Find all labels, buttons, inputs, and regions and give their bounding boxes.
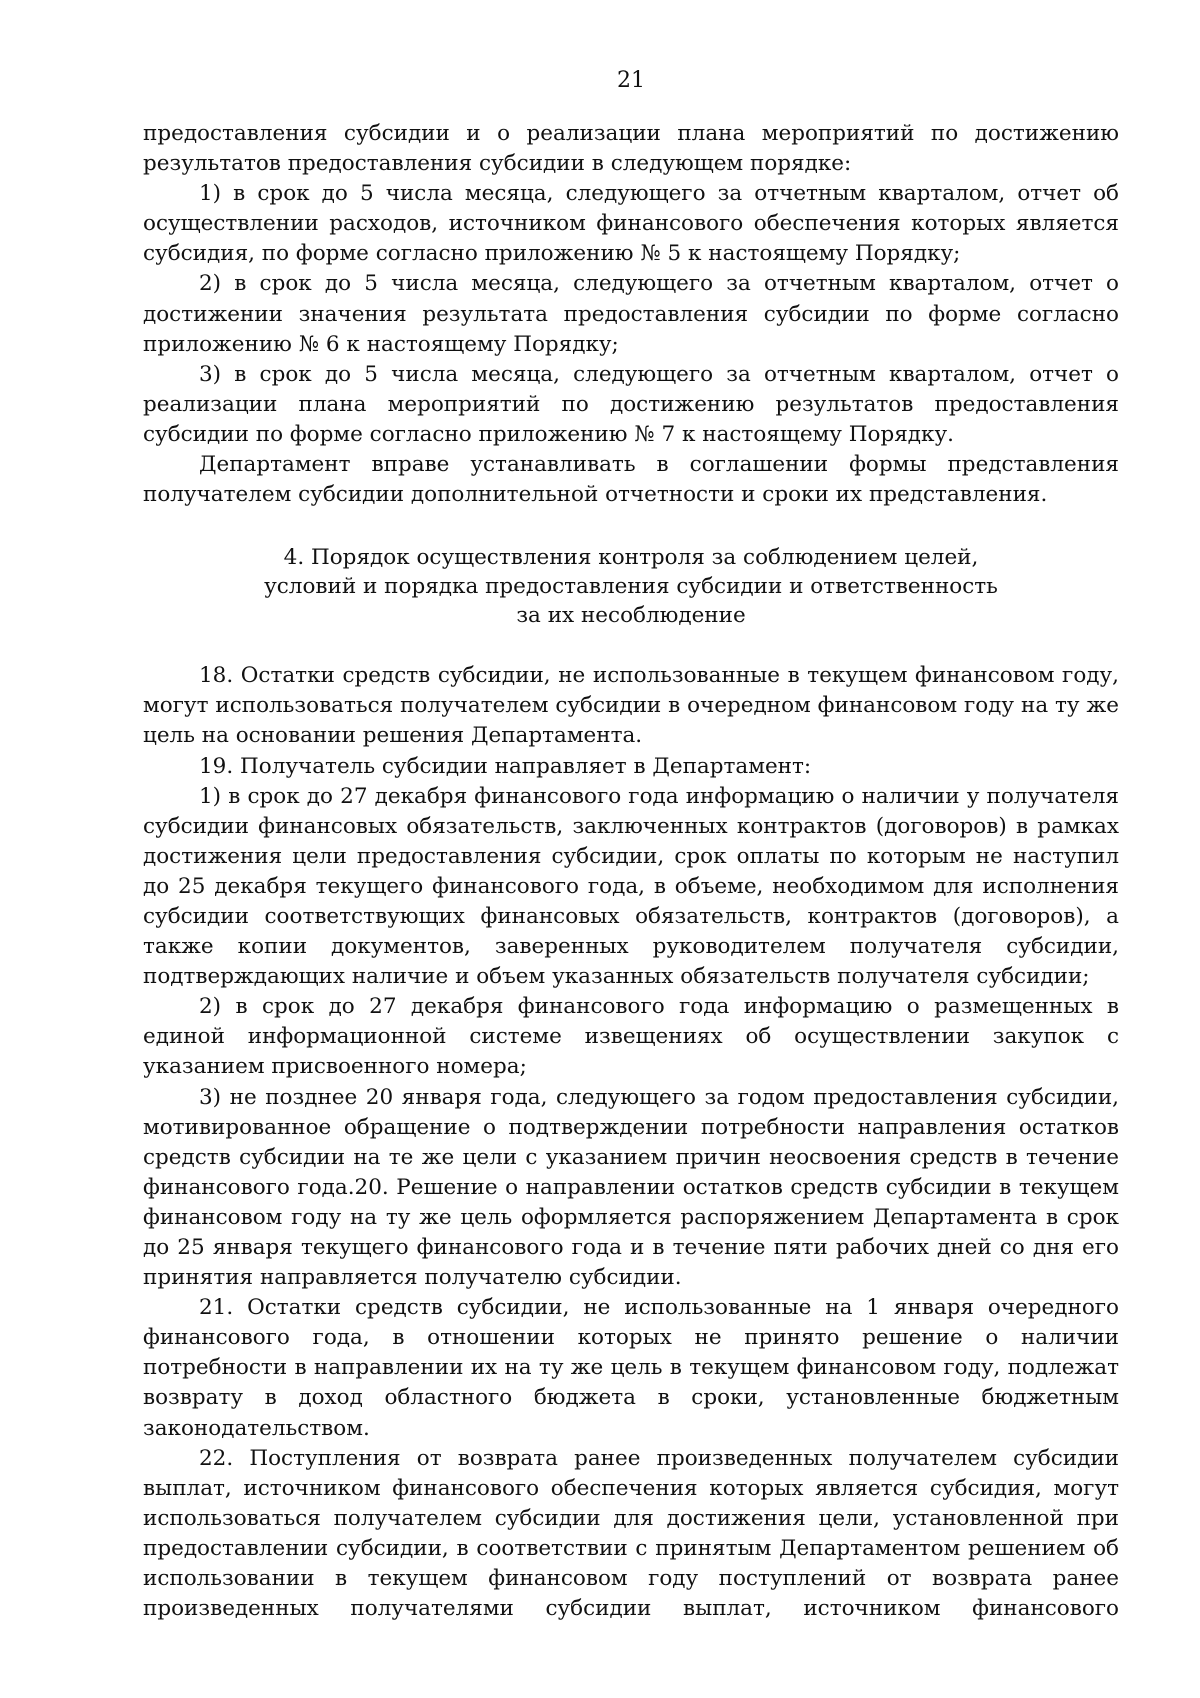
clause-19-item-1: 1) в срок до 27 декабря финансового года информацию о наличии у получателя субсидии финансовых обязательств, заключенных контрактов (договоров) в рамках достижения цели предоставления субсидии, срок оплаты по которым не наступил до 25 декабря текущего финансового года, в объеме, необходимом для исполнения субсидии соответствующих финансовых обязательств, контрактов (договоров), а также копии документов, заверенных руководителем получателя субсидии, подтверждающих наличие и объем указанных обязательств получателя субсидии; — [143, 783, 1119, 990]
clause-19-item-2: 2) в срок до 27 декабря финансового года информацию о размещенных в единой информационной системе извещениях об осуществлении закупок с указанием присвоенного номера; — [143, 994, 1119, 1080]
section-heading-line: за их несоблюдение — [516, 603, 746, 629]
clause-22: 22. Поступления от возврата ранее произведенных получателем субсидии выплат, источником финансового обеспечения которых является субсидия, могут использоваться получателем субсидии для достижения цели, установленной при предоставлении субсидии, в соответствии с принятым Департаментом решением об использовании в текущем финансовом году поступлений от возврата ранее произведенных получателями субсидии выплат, источником финансового — [143, 1445, 1119, 1622]
list-item-report-result: 2) в срок до 5 числа месяца, следующего за отчетным кварталом, отчет о достижении значения результата предоставления субсидии по форме согласно приложению № 6 к настоящему Порядку; — [143, 271, 1119, 357]
section-heading — [143, 543, 1119, 630]
clause-18: 18. Остатки средств субсидии, не использованные в текущем финансовом году, могут использоваться получателем субсидии в очередном финансовом году на ту же цель на основании решения Департамента. — [143, 663, 1119, 749]
clause-19-item-3: 3) не позднее 20 января года, следующего за годом предоставления субсидии, мотивированное обращение о подтверждении потребности направления остатков средств субсидии на те же цели с указанием причин неосвоения средств в течение финансового года.20. Решение о направлении остатков средств субсидии в текущем финансовом году на ту же цель оформляется распоряжением Департамента в срок до 25 января текущего финансового года и в течение пяти рабочих дней со дня его принятия направляется получателю субсидии. — [143, 1084, 1119, 1291]
clause-19: 19. Получатель субсидии направляет в Департамент: — [199, 753, 812, 779]
section-heading-line: условий и порядка предоставления субсидии и ответственность — [264, 574, 998, 600]
clause-21: 21. Остатки средств субсидии, не использованные на 1 января очередного финансового года, в отношении которых не принято решение о наличии потребности в направлении их на ту же цель в текущем финансовом году, подлежат возврату в доход областного бюджета в сроки, установленные бюджетным законодательством. — [143, 1295, 1119, 1441]
paragraph-department-right: Департамент вправе устанавливать в соглашении формы представления получателем субсидии дополнительной отчетности и сроки их представления. — [143, 452, 1119, 508]
page-number: 21 — [617, 68, 645, 93]
list-item-report-plan: 3) в срок до 5 числа месяца, следующего за отчетным кварталом, отчет о реализации плана мероприятий по достижению результатов предоставления субсидии по форме согласно приложению № 7 к настоящему Порядку. — [143, 361, 1119, 447]
list-item-report-expenses: 1) в срок до 5 числа месяца, следующего за отчетным кварталом, отчет об осуществлении расходов, источником финансового обеспечения которых является субсидия, по форме согласно приложению № 5 к настоящему Порядку; — [143, 181, 1119, 267]
section-heading-line: 4. Порядок осуществления контроля за соблюдением целей, — [283, 545, 979, 571]
document-body — [143, 119, 1119, 1624]
paragraph-continuation: предоставления субсидии и о реализации плана мероприятий по достижению результатов предоставления субсидии в следующем порядке: — [143, 121, 1119, 177]
